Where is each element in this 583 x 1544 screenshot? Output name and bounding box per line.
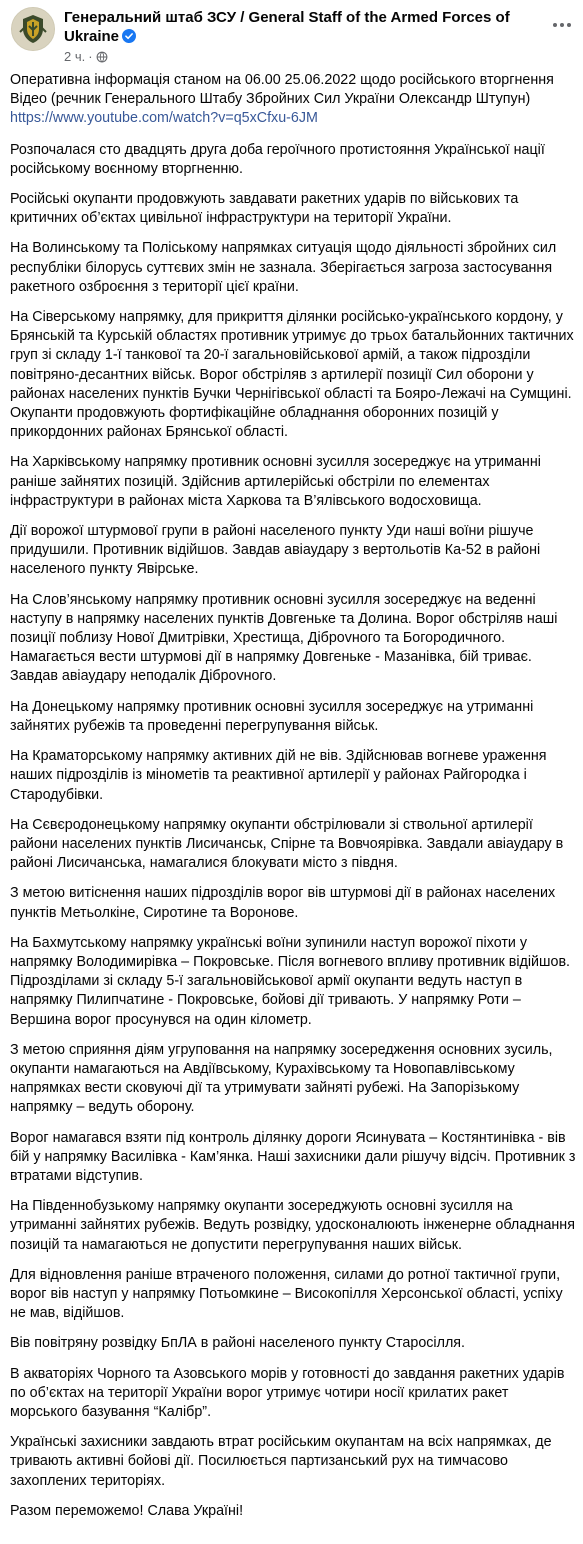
post-paragraph: На Сєвєродонецькому напрямку окупанти обстрілювали зі ствольної артилерії райони населених пунктів Лисичанськ, Спірне та Вовчоярівка. Завдали авіаудару в районі Лисичанська, намагалися блокувати місто з півдня. xyxy=(10,816,564,872)
post-paragraph: На Краматорському напрямку активних дій не вів. Здійснював вогневе ураження наших підрозділів із мінометів та реактивної артилерії у районах Райгородка і Стародубівки. xyxy=(10,748,547,803)
more-options-button[interactable] xyxy=(548,11,576,39)
intro-video-credit: Відео (речник Генерального Штабу Збройних Сил України Олександр Штупун) xyxy=(10,91,531,108)
post-body xyxy=(10,71,576,1532)
post-header xyxy=(10,5,576,65)
emblem-icon xyxy=(12,8,54,50)
verified-badge-icon xyxy=(122,29,136,43)
more-dot-icon xyxy=(560,23,564,27)
post-paragraph: На Волинському та Поліському напрямках ситуація щодо діяльності збройних сил республіки білорусь суттєвих змін не зазнала. Зберігається загроза застосування ракетного озброєння з території цієї країни. xyxy=(10,240,557,295)
video-link[interactable]: https://www.youtube.com/watch?v=q5xCfxu-6JM xyxy=(10,110,318,127)
post-paragraph: Разом переможемо! Слава Україні! xyxy=(10,1502,244,1519)
intro-heading: Оперативна інформація станом на 06.00 25.06.2022 щодо російського вторгнення xyxy=(10,72,554,88)
more-dot-icon xyxy=(553,23,557,27)
post-paragraph: На Слов’янському напрямку противник основні зусилля зосереджує на веденні наступу в напрямку населених пунктів Довгеньке та Долина. Ворог обстріляв наші позиції поблизу Нової Дмитрівки, Хрестища, Діброvного та Богородичного. Намагається вести штурмові дії в напрямку Довгеньке - Мазанівка, бій триває. Завдав авіаудару неподалік Діброvного. xyxy=(10,591,558,685)
post-timestamp[interactable]: 2 ч. xyxy=(64,49,86,64)
author-name[interactable] xyxy=(64,8,534,46)
post-paragraph: Ворог намагався взяти під контроль ділянку дороги Ясинувата – Костянтинівка - вів бій у напрямку Василівка - Кам’янка. Наші захисники дали рішучу відсіч. Противник з втратами відступив. xyxy=(10,1129,576,1184)
globe-icon xyxy=(96,51,108,63)
author-name-text[interactable]: Генеральний штаб ЗСУ / General Staff of the Armed Forces of Ukraine xyxy=(64,9,510,45)
post-paragraph: На Бахмутському напрямку українські воїни зупинили наступ ворожої піхоти у напрямку Володимирівка – Покровське. Після вогневого впливу противник відійшов. Підрозділами зі складу 5-ї загальновійськової армії окупанти ведуть наступ в напрямку Пилипчатине - Покровське, бойові дії тривають. У напрямку Роти – Вершина ворог просунувся на один кілометр. xyxy=(10,934,571,1028)
post-paragraph: Українські захисники завдають втрат російським окупантам на всіх напрямках, де тривають активні бойові дії. Посилюється партизанський рух на тимчасово захоплених територіях. xyxy=(10,1434,552,1489)
more-dot-icon xyxy=(567,23,571,27)
page-avatar[interactable] xyxy=(11,7,55,51)
intro-paragraph xyxy=(10,71,576,129)
post-paragraph: На Харківському напрямку противник основні зусилля зосереджує на утриманні раніше зайнятих позицій. Здійснив артилерійські обстріли по елементах інфраструктури в районах міста Харкова та В’ялівського водосховища. xyxy=(10,454,541,509)
post-meta xyxy=(64,49,108,65)
meta-separator: · xyxy=(88,49,93,64)
post-paragraph: З метою сприяння діям угруповання на напрямку зосередження основних зусиль, окупанти намагаються на Авдіївському, Курахівському та Новопавлівському напрямках вести сковуючі дії та утримувати зайняті рубежі. На Запорізькому напрямку – ведуть оборону. xyxy=(10,1041,553,1116)
post-paragraph: Розпочалася сто двадцять друга доба героїчного протистояння Української нації російському воєнному вторгненню. xyxy=(10,141,545,177)
post-paragraph: Російські окупанти продовжують завдавати ракетних ударів по військових та критичних об’єктах цивільної інфраструктури на території України. xyxy=(10,191,519,227)
post-paragraph: На Донецькому напрямку противник основні зусилля зосереджує на утриманні зайнятих рубежів та проведенні перегрупування військ. xyxy=(10,698,534,734)
post-paragraph: Дії ворожої штурмової групи в районі населеного пункту Уди наші воїни рішуче придушили. Противник відійшов. Завдав авіаудару з вертольотів Ка-52 в районі населеного пункту Явірське. xyxy=(10,523,541,578)
post-paragraph: На Південнобузькому напрямку окупанти зосереджують основні зусилля на утриманні зайнятих рубежів. Ведуть розвідку, удосконалюють інженерне обладнання позицій та намагаються не допустити перегрупування наших військ. xyxy=(10,1198,575,1253)
post-paragraph: На Сіверському напрямку, для прикриття ділянки російсько-українського кордону, у Брянській та Курській областях противник утримує до трьох батальйонних тактичних груп зі складу 1-ї танкової та 20-ї загальновійськової армій, а також підрозділи повітряно-десантних військ. Ворог обстріляв з артилерії позиції Сил оборони у районах населених пунктів Бучки Чернігівської області та Бояро-Лежачі на Сумщині. Окупанти продовжують фортифікаційне обладнання оборонних позицій у прикордонних районах Брянської області. xyxy=(10,309,574,441)
post-paragraph: З метою витіснення наших підрозділів ворог вів штурмові дії в районах населених пунктів Метьолкіне, Сиротине та Воронове. xyxy=(10,885,556,921)
post-paragraph: Вів повітряну розвідку БпЛА в районі населеного пункту Старосілля. xyxy=(10,1335,466,1352)
post-paragraph: В акваторіях Чорного та Азовського морів у готовності до завдання ракетних ударів по об’єктах на території України ворог утримує чотири носії крилатих ракет морського базування “Калібр”. xyxy=(10,1365,565,1420)
post-paragraph: Для відновлення раніше втраченого положення, силами до ротної тактичної групи, ворог вів наступ у напрямку Потьомкине – Високопілля Херсонської області, успіху не мав, відійшов. xyxy=(10,1266,563,1322)
